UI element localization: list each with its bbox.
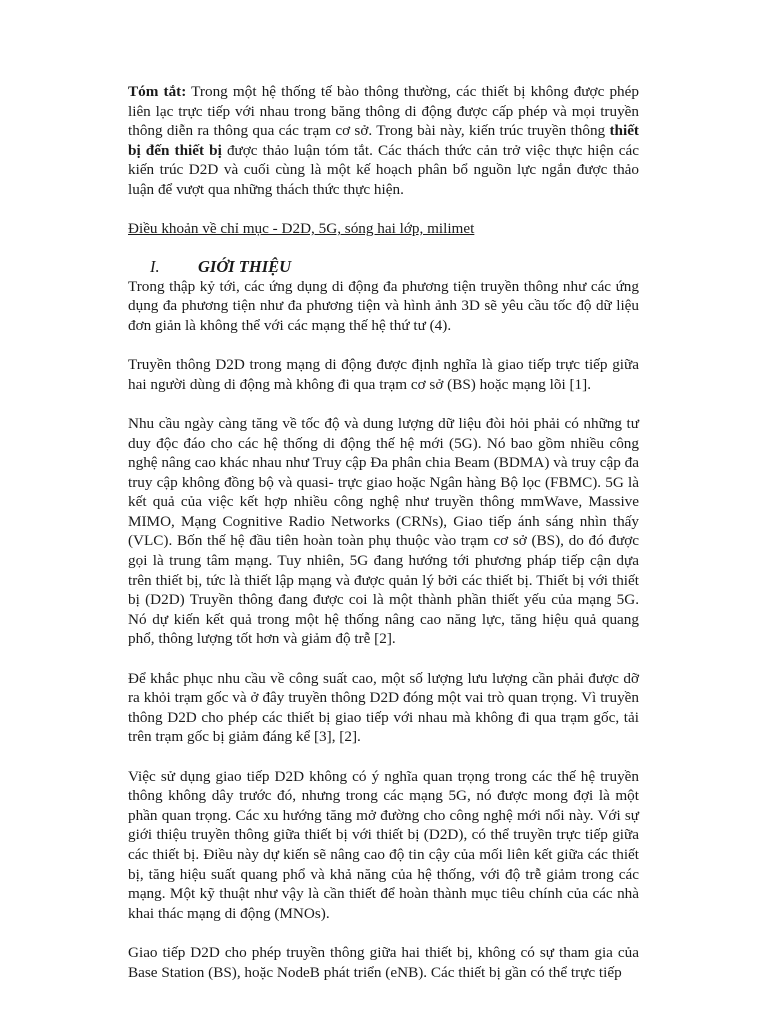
section-heading	[128, 257, 639, 277]
body-paragraph-3: Nhu cầu ngày càng tăng về tốc độ và dung lượng dữ liệu đòi hỏi phải có những tư duy độc đáo cho các hệ thống di động thế hệ mới (5G). Nó bao gồm nhiều công nghệ nâng cao khác nhau như Truy cập Đa phân chia Beam (BDMA) và truy cập đa truy cập không đồng bộ và quasi- trực giao hoặc Ngân hàng Bộ lọc (FBMC). 5G là kết quả của việc kết hợp nhiều công nghệ như truyền thông mmWave, Massive MIMO, Mạng Cognitive Radio Networks (CRNs), Giao tiếp ánh sáng nhìn thấy (VLC). Bốn thế hệ đầu tiên hoàn toàn phụ thuộc vào trạm cơ sở (BS), do đó được gọi là trung tâm mạng. Tuy nhiên, 5G đang hướng tới phương pháp tiếp cận dựa trên thiết bị, tức là thiết lập mạng và được quản lý bởi các thiết bị. Thiết bị với thiết bị (D2D) Truyền thông đang được coi là một thành phần thiết yếu của mạng 5G. Nó dự kiến kết quả trong một hệ thống nâng cao năng lực, tăng hiệu quả quang phổ, thông lượng tốt hơn và giảm độ trễ [2].	[128, 414, 639, 648]
abstract-label: Tóm tắt:	[128, 83, 187, 100]
abstract-paragraph	[128, 82, 639, 200]
section-number: I.	[150, 256, 160, 276]
abstract-bold-term: thiết bị đến thiết bị	[128, 122, 639, 159]
body-paragraph-2: Truyền thông D2D trong mạng di động được định nghĩa là giao tiếp trực tiếp giữa hai người dùng di động mà không đi qua trạm cơ sở (BS) hoặc mạng lõi [1].	[128, 356, 639, 393]
abstract-text-2: được thảo luận tóm tắt. Các thách thức cản trở việc thực hiện các kiến trúc D2D và cuối cùng là một kế hoạch phân bổ nguồn lực ngắn được thảo luận để vượt qua những thách thức thực hiện.	[128, 141, 639, 198]
body-paragraph-4: Để khắc phục nhu cầu về công suất cao, một số lượng lưu lượng cần phải được dỡ ra khỏi trạm gốc và ở đây truyền thông D2D đóng một vai trò quan trọng. Vì truyền thông D2D cho phép các thiết bị giao tiếp với nhau mà không đi qua trạm gốc, tải trên trạm gốc bị giảm đáng kể [3], [2].	[128, 669, 639, 746]
index-terms: Điều khoản về chỉ mục - D2D, 5G, sóng hai lớp, milimet	[128, 220, 475, 238]
document-page	[128, 82, 639, 1002]
body-paragraph-5: Việc sử dụng giao tiếp D2D không có ý nghĩa quan trọng trong các thế hệ truyền thông không dây trước đó, nhưng trong các mạng 5G, nó được mong đợi là một phần quan trọng. Các xu hướng tăng mở đường cho công nghệ mới nổi này. Với sự giới thiệu truyền thông giữa thiết bị với thiết bị (D2D), có thể truyền trực tiếp giữa các thiết bị. Điều này dự kiến sẽ nâng cao độ tin cậy của mối liên kết giữa các thiết bị, tăng hiệu suất quang phổ và khả năng của hệ thống, với độ trễ giảm trong các mạng. Một kỹ thuật như vậy là cần thiết để hoàn thành mục tiêu chính của các nhà khai thác mạng di động (MNOs).	[128, 767, 639, 922]
section-title: GIỚI THIỆU	[198, 256, 292, 276]
body-paragraph-1: Trong thập kỷ tới, các ứng dụng di động đa phương tiện truyền thông như các ứng dụng đa phương tiện như đa phương tiện và hình ảnh 3D sẽ yêu cầu tốc độ dữ liệu đơn giản là không thể với các mạng thế hệ thứ tư (4).	[128, 277, 639, 334]
abstract-text-1: Trong một hệ thống tế bào thông thường, các thiết bị không được phép liên lạc trực tiếp với nhau trong băng thông di động được cấp phép và mọi truyền thông diễn ra thông qua các trạm cơ sở. Trong bài này, kiến trúc truyền thông	[128, 83, 639, 140]
body-paragraph-6: Giao tiếp D2D cho phép truyền thông giữa hai thiết bị, không có sự tham gia của Base Station (BS), hoặc NodeB phát triển (eNB). Các thiết bị gần có thể trực tiếp	[128, 943, 639, 981]
